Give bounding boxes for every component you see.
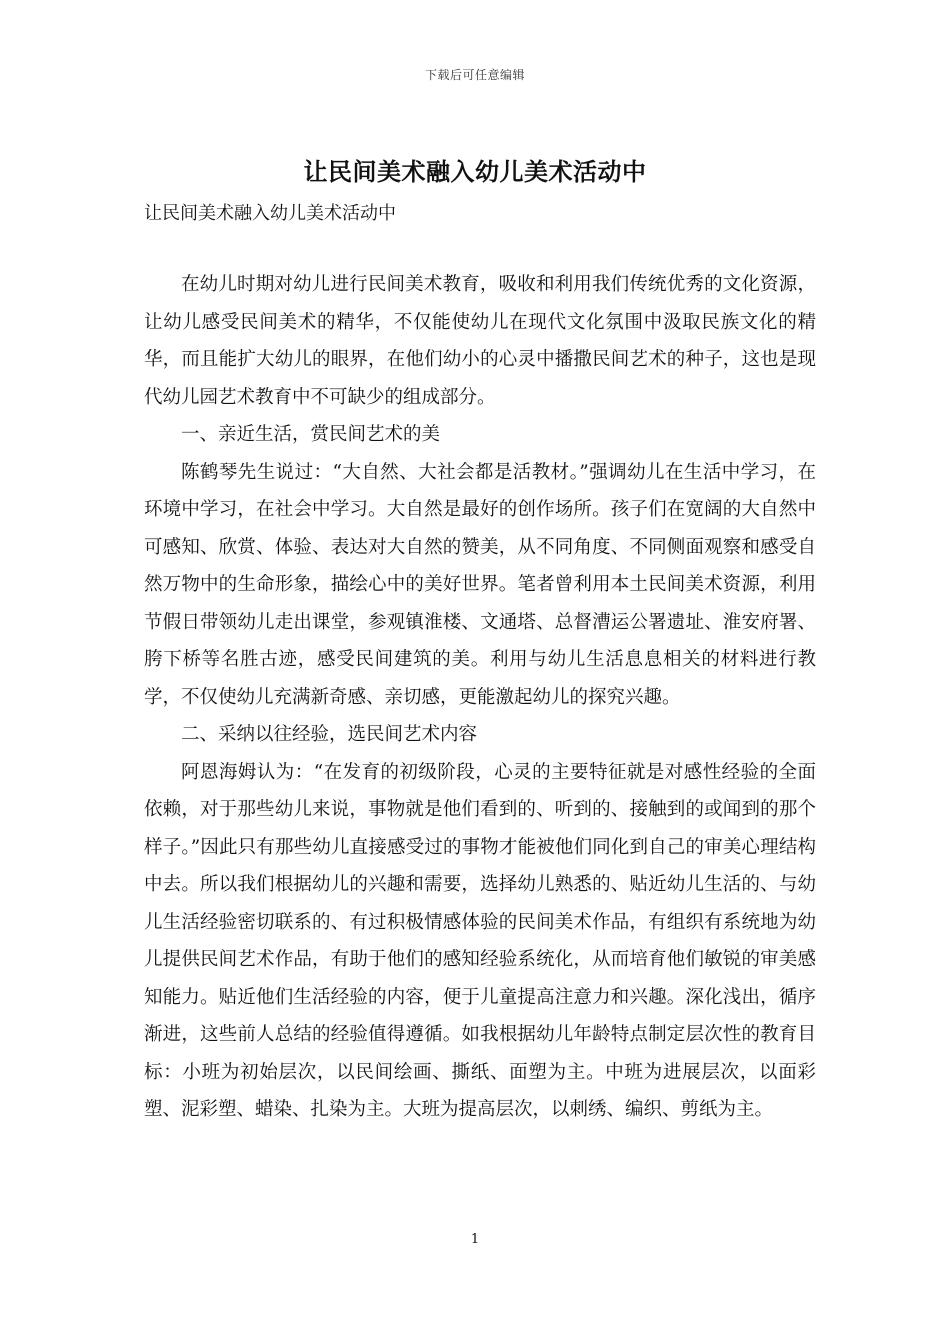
paragraph-section-1: 陈鹤琴先生说过：“大自然、大社会都是活教材。”强调幼儿在生活中学习，在环境中学习，在社会中学习。大自然是最好的创作场所。孩子们在宽阔的大自然中可感知、欣赏、体验、表达对大自然的赞美，从不同角度、不同侧面观察和感受自然万物中的生命形象，描绘心中的美好世界。笔者曾利用本土民间美术资源，利用节假日带领幼儿走出课堂，参观镇淮楼、文通塔、总督漕运公署遗址、淮安府署、胯下桥等名胜古迹，感受民间建筑的美。利用与幼儿生活息息相关的材料进行教学，不仅使幼儿充满新奇感、亲切感，更能激起幼儿的探究兴趣。 (144, 461, 816, 708)
section-heading-2: 二、采纳以往经验，选民间艺术内容 (181, 724, 478, 745)
paragraph-intro: 在幼儿时期对幼儿进行民间美术教育，吸收和利用我们传统优秀的文化资源，让幼儿感受民间美术的精华，不仅能使幼儿在现代文化氛围中汲取民族文化的精华，而且能扩大幼儿的眼界，在他们幼小的心灵中播撒民间艺术的种子，这也是现代幼儿园艺术教育中不可缺少的组成部分。 (144, 274, 816, 408)
header-note: 下载后可任意编辑 (424, 68, 525, 82)
document-body (144, 266, 816, 1129)
paragraph-section-2: 阿恩海姆认为：“在发育的初级阶段，心灵的主要特征就是对感性经验的全面依赖，对于那些幼儿来说，事物就是他们看到的、听到的、接触到的或闻到的那个样子。”因此只有那些幼儿直接感受过的事物才能被他们同化到自己的审美心理结构中去。所以我们根据幼儿的兴趣和需要，选择幼儿熟悉的、贴近幼儿生活的、与幼儿生活经验密切联系的、有过积极情感体验的民间美术作品，有组织有系统地为幼儿提供民间艺术作品，有助于他们的感知经验系统化，从而培育他们敏锐的审美感知能力。贴近他们生活经验的内容，便于儿童提高注意力和兴趣。深化浅出，循序渐进，这些前人总结的经验值得遵循。如我根据幼儿年龄特点制定层次性的教育目标：小班为初始层次，以民间绘画、撕纸、面塑为主。中班为进展层次，以面彩塑、泥彩塑、蜡染、扎染为主。大班为提高层次，以刺绣、编织、剪纸为主。 (144, 761, 816, 1120)
page-number: 1 (470, 1232, 480, 1247)
section-heading-1: 一、亲近生活，赏民间艺术的美 (181, 424, 441, 445)
document-subtitle: 让民间美术融入幼儿美术活动中 (144, 203, 396, 224)
document-title: 让民间美术融入幼儿美术活动中 (303, 157, 647, 186)
